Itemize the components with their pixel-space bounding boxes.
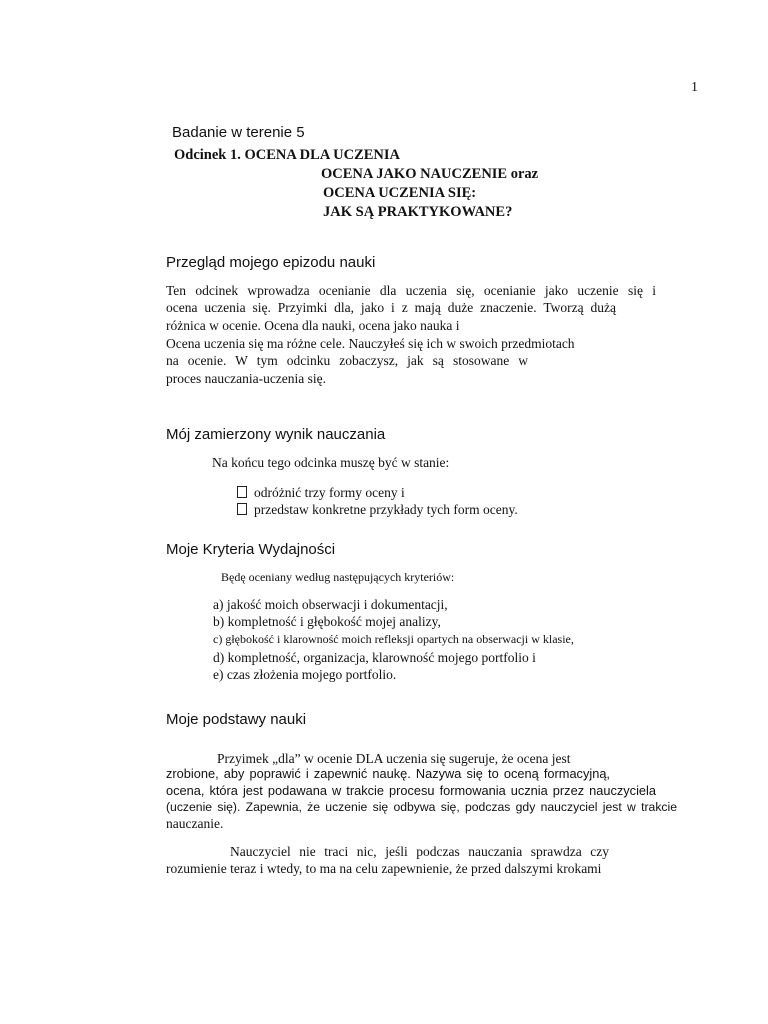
- criteria-intro: Będę oceniany według następujących kryteriów:: [221, 570, 455, 584]
- overview-line: na ocenie. W tym odcinku zobaczysz, jak są stosowane w: [166, 353, 528, 368]
- foundations-line: nauczanie.: [166, 816, 224, 831]
- criteria-item: d) kompletność, organizacja, klarowność mojego portfolio i: [213, 650, 536, 665]
- field-study-title: Badanie w terenie 5: [172, 124, 305, 141]
- criteria-heading: Moje Kryteria Wydajności: [166, 541, 336, 558]
- criteria-item: a) jakość moich obserwacji i dokumentacji,: [213, 597, 448, 612]
- overview-line: Ocena uczenia się ma różne cele. Nauczyłeś się ich w swoich przedmiotach: [166, 336, 575, 351]
- checkbox-bullet-icon: [237, 503, 247, 515]
- outcome-bullet: [237, 502, 518, 518]
- foundations-line: (uczenie się). Zapewnia, że uczenie się odbywa się, podczas gdy nauczyciel jest w trakcie: [166, 800, 677, 814]
- criteria-item: c) głębokość i klarowność moich refleksji opartych na obserwacji w klasie,: [213, 632, 574, 646]
- episode-title-line-4: JAK SĄ PRAKTYKOWANE?: [323, 204, 513, 220]
- foundations-line: Przyimek „dla” w ocenie DLA uczenia się sugeruje, że ocena jest: [217, 751, 571, 766]
- foundations-line: ocena, która jest podawana w trakcie procesu formowania ucznia przez nauczyciela: [166, 783, 656, 798]
- episode-title-line-1: Odcinek 1. OCENA DLA UCZENIA: [174, 147, 400, 163]
- outcome-bullet: [237, 485, 405, 501]
- overview-line: ocena uczenia się. Przyimki dla, jako i z mają duże znaczenie. Tworzą dużą: [166, 300, 616, 315]
- page-number: 1: [691, 80, 698, 95]
- overview-heading: Przegląd mojego epizodu nauki: [166, 254, 376, 271]
- criteria-item: e) czas złożenia mojego portfolio.: [213, 667, 397, 682]
- criteria-item: b) kompletność i głębokość mojej analizy,: [213, 614, 441, 629]
- overview-line: proces nauczania-uczenia się.: [166, 371, 327, 386]
- episode-title-line-3: OCENA UCZENIA SIĘ:: [323, 185, 477, 201]
- foundations-line: zrobione, aby poprawić i zapewnić naukę. Nazywa się to oceną formacyjną,: [166, 766, 610, 781]
- outcome-bullet-text: odróżnić trzy formy oceny i: [254, 485, 405, 500]
- foundations-line: rozumienie teraz i wtedy, to ma na celu zapewnienie, że przed dalszymi krokami: [166, 861, 602, 876]
- overview-line: Ten odcinek wprowadza ocenianie dla uczenia się, ocenianie jako uczenie się i: [166, 283, 656, 298]
- foundations-heading: Moje podstawy nauki: [166, 711, 307, 728]
- outcome-intro: Na końcu tego odcinka muszę być w stanie:: [212, 455, 450, 470]
- outcome-heading: Mój zamierzony wynik nauczania: [166, 426, 386, 443]
- episode-title-line-2: OCENA JAKO NAUCZENIE oraz: [321, 166, 539, 182]
- outcome-bullet-text: przedstaw konkretne przykłady tych form oceny.: [254, 502, 518, 517]
- overview-line: różnica w ocenie. Ocena dla nauki, ocena jako nauka i: [166, 318, 460, 333]
- checkbox-bullet-icon: [237, 486, 247, 498]
- foundations-line: Nauczyciel nie traci nic, jeśli podczas nauczania sprawdza czy: [230, 844, 609, 859]
